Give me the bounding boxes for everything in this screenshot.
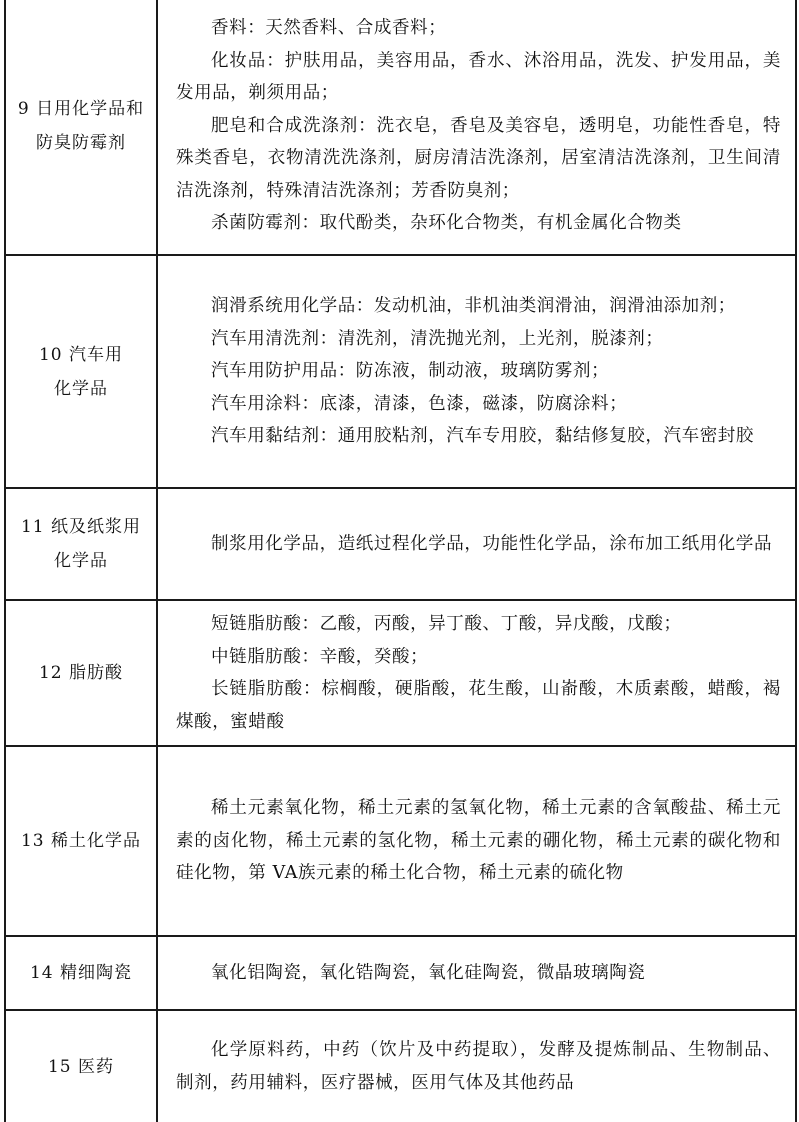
content-paragraph: 氧化铝陶瓷，氧化锆陶瓷，氧化硅陶瓷，微晶玻璃陶瓷 [211, 962, 646, 983]
table-row [6, 256, 795, 489]
category-cell [6, 937, 158, 1009]
content-cell [158, 1011, 795, 1122]
category-cell [6, 747, 158, 935]
table-row [6, 747, 795, 937]
content-paragraph: 汽车用清洗剂：清洗剂，清洗抛光剂，上光剂，脱漆剂； [211, 328, 664, 349]
content-cell [158, 489, 795, 599]
category-label: 15 医药 [47, 1056, 115, 1077]
content-paragraph: 汽车用黏结剂：通用胶粘剂，汽车专用胶，黏结修复胶，汽车密封胶 [211, 426, 754, 447]
content-cell [158, 747, 795, 935]
category-label: 10 汽车用 化学品 [38, 344, 124, 399]
category-cell [6, 601, 158, 745]
content-paragraph: 稀土元素氧化物，稀土元素的氢氧化物，稀土元素的含氧酸盐、稀土元素的卤化物，稀土元素的氢化物，稀土元素的硼化物，稀土元素的碳化物和硅化物，第 VA族元素的稀土化合物，稀土元素的硫化物 [176, 798, 781, 884]
category-cell [6, 1011, 158, 1122]
table-row [6, 0, 795, 256]
content-paragraph: 化学原料药，中药（饮片及中药提取），发酵及提炼制品、生物制品、制剂，药用辅料，医疗器械，医用气体及其他药品 [176, 1040, 781, 1093]
content-cell [158, 601, 795, 745]
content-paragraph: 香料：天然香料、合成香料； [211, 18, 447, 39]
table-row [6, 489, 795, 601]
content-paragraph: 短链脂肪酸：乙酸，丙酸，异丁酸、丁酸，异戊酸，戊酸； [211, 614, 682, 634]
table-row [6, 1011, 795, 1122]
category-cell [6, 0, 158, 254]
content-paragraph: 汽车用防护用品：防冻液，制动液，玻璃防雾剂； [211, 361, 610, 382]
category-label: 11 纸及纸浆用 化学品 [20, 517, 142, 571]
category-cell [6, 489, 158, 599]
table-row [6, 937, 795, 1011]
content-paragraph: 肥皂和合成洗涤剂：洗衣皂，香皂及美容皂，透明皂，功能性香皂，特殊类香皂，衣物清洗洗涤剂，厨房清洁洗涤剂，居室清洁洗涤剂，卫生间清洁洗涤剂，特殊清洁洗涤剂；芳香防臭剂； [176, 115, 781, 201]
table-row [6, 601, 795, 747]
content-cell [158, 256, 795, 487]
category-label: 13 稀土化学品 [20, 831, 142, 851]
category-label: 12 脂肪酸 [38, 663, 124, 683]
content-paragraph: 长链脂肪酸：棕榈酸，硬脂酸，花生酸，山嵛酸，木质素酸，蜡酸，褐煤酸，蜜蜡酸 [176, 679, 781, 732]
category-label: 14 精细陶瓷 [29, 963, 133, 983]
category-label: 9 日用化学品和 防臭防霉剂 [17, 99, 145, 153]
content-paragraph: 制浆用化学品，造纸过程化学品，功能性化学品，涂布加工纸用化学品 [211, 533, 773, 554]
category-cell [6, 256, 158, 487]
content-paragraph: 杀菌防霉剂：取代酚类，杂环化合物类，有机金属化合物类 [211, 213, 682, 234]
content-paragraph: 化妆品：护肤用品，美容用品，香水、沐浴用品，洗发、护发用品，美发用品，剃须用品； [176, 50, 781, 104]
content-paragraph: 中链脂肪酸：辛酸，癸酸； [211, 646, 429, 667]
content-cell [158, 0, 795, 254]
content-cell [158, 937, 795, 1009]
content-paragraph: 润滑系统用化学品：发动机油，非机油类润滑油，润滑油添加剂； [211, 296, 736, 317]
content-paragraph: 汽车用涂料：底漆，清漆，色漆，磁漆，防腐涂料； [211, 393, 628, 414]
category-table [4, 0, 797, 1122]
